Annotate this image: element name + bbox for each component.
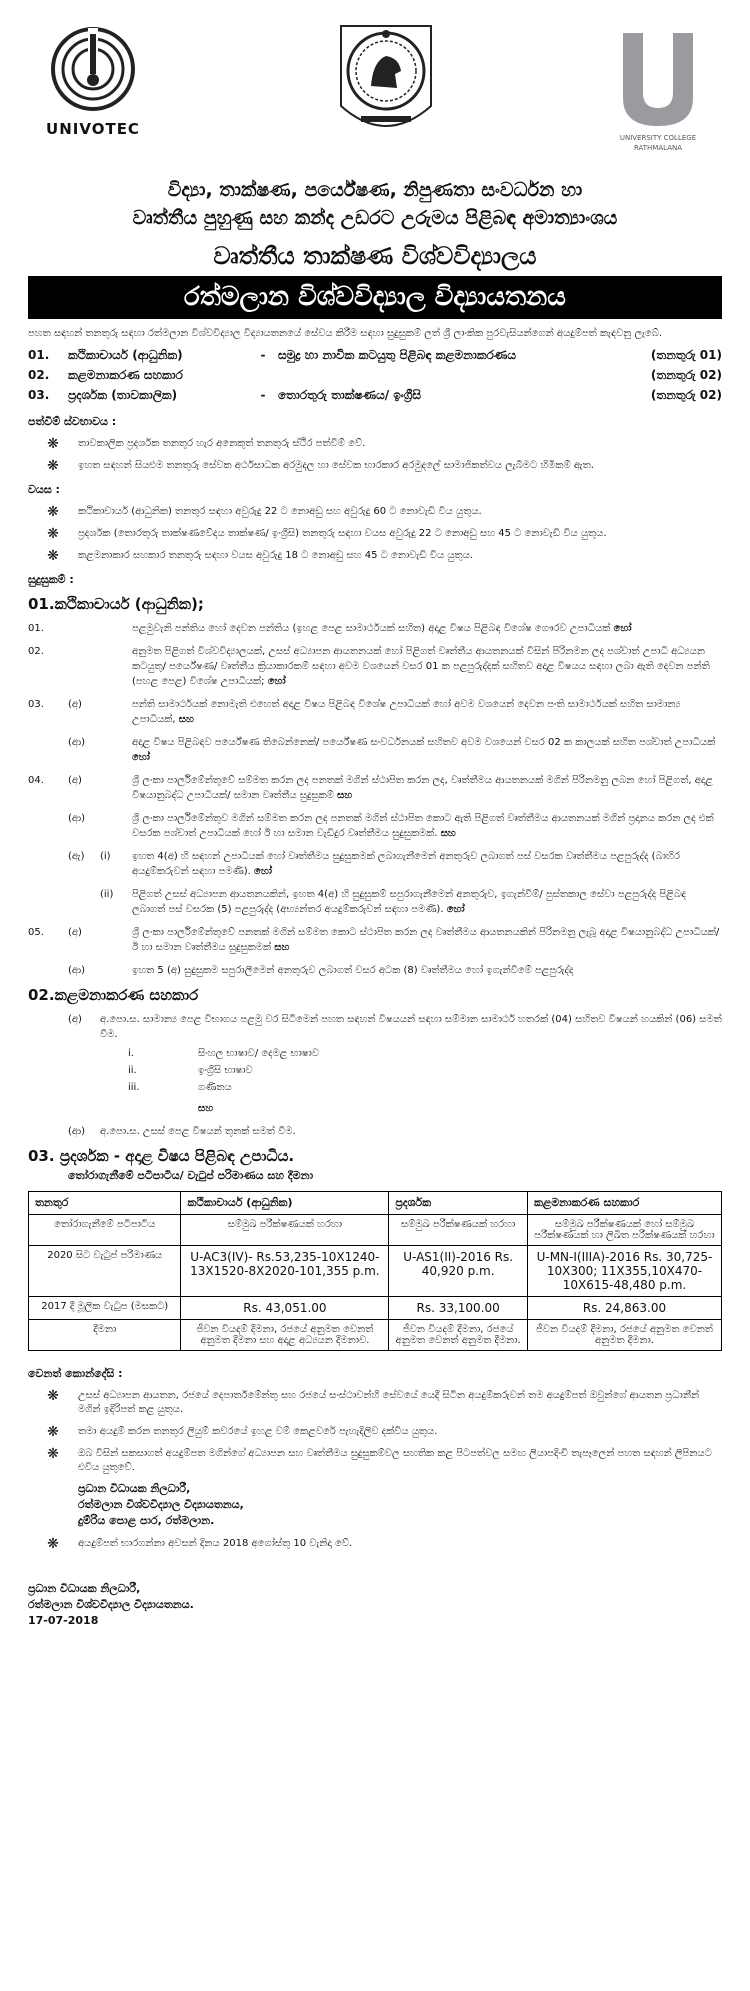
intro-text: පහත සඳහන් තනතුරු සඳහා රත්මලාන විශ්වවිද්‍යාල විද්‍යායතනයේ සේවය කිරීම සඳහා සුදුසුකම් ලත් ශ්‍රී ලාංකික පුරවැසියන්ගෙන් අයදුම්පත් කැඳවනු ලැබේ. <box>28 328 663 339</box>
nature-heading: පත්වීම් ස්වභාවය : <box>28 415 117 428</box>
star-bullet-icon: ❋ <box>47 458 59 474</box>
age-item: ❋ කථිකාචාර්ය (ආධුනික) තනතුර සඳහා අවුරුදු 22 ට නොඅඩු සහ අවුරුදු 60 ට නොවැඩි විය යුතුය. <box>28 505 722 519</box>
qualification-row: (ii) පිළිගත් උසස් අධ්‍යාපන ආයතනයකින්, ඉහත 4(අ) හි සුදුසුකම් සපුරාගැනීමෙන් අනතුරුව, ඉගැන්වීම්/ පුස්තකාල සේවා පළපුරුද්ද පිළිබඳ ලබාගත් පස් වසරක (5) පළපුරුද්ද (අභ්‍යන්තර අයදුම්කරුවන් සඳහා පමණි). හෝ <box>100 889 687 915</box>
ministry-title <box>28 176 722 232</box>
table-header-row: තනතුර කථිකාචාර්ය (ආධුනික) ප්‍රදර්ශක කළමනාකරණ සහකාර <box>29 1192 722 1215</box>
univotec-logo <box>38 24 148 138</box>
demonstrator-heading: 03. ප්‍රදර්ශක - අදාළ විෂය පිළිබඳ උපාධිය. <box>28 1147 295 1165</box>
age-item: ❋ කළමනාකාර සහකාර තනතුරු සඳහා වයස අවුරුදු 18 ට නොඅඩු සහ 45 ට නොවැඩි විය යුතුය. <box>28 549 722 563</box>
university-college-u-icon <box>618 28 698 128</box>
condition-item: ❋ ඔබ විසින් සකසාගත් අයදුම්පත මගින්ගේ අධ්‍යාපන සහ වෘත්තීමය සුදුසුකම්වල සහතික කළ පිටපත්වල සමඟ ලියාපදිංචි තැපෑලෙන් පහත සඳහන් ලිපිනයට එවිය යුතුවේ. <box>28 1447 722 1475</box>
star-bullet-icon: ❋ <box>47 526 59 542</box>
college-banner: රත්මලාන විශ්වවිද්‍යාල විද්‍යායතනය <box>28 276 722 319</box>
qualification-row: (අ) අ.පො.ස. සාමාන්‍ය පෙළ විභාගය පළමු වර සිටීමෙන් පහත සඳහන් විෂයයන් සඳහා සම්මාන සාමාර්ථ හතරක් (04) සහිතව විෂයන් හයකින් (06) සමත් වීම. <box>68 1014 722 1040</box>
subject-item: i. සිංහල භාෂාව/ දෙමළ භාෂාව <box>128 1048 320 1059</box>
qualification-row: (ආ) අදාළ විෂය පිළිබඳව පර්යේෂණ තිබෙන්නෙක්/ පර්යේෂණ සංවර්ධනයක් සහිතව අවම වශයෙන් වසර 02 ක කාලයක් සහිත පශ්චාත් උපාධියක් හෝ <box>68 737 716 763</box>
qualification-row: 02. අනුමත පිළිගත් විශ්වවිද්‍යාලයක්, උසස් අධ්‍යාපන ආයතනයක් හෝ පිළිගත් වෘත්තීය ආයතනයක් විසින් පිරිනමන ලද පශ්චාත් උපාධි අධ්‍යයන කටයුතු/ පර්යේෂණ/ වෘත්තීය ක්‍රියාකාරකම් සඳහා අවම වශයෙන් වසර 01 ක පළපුරුද්දක් සහිතව අදාළ විෂයය සඳහා ලබා ඇති දෙවන පන්ති (පහළ පෙළ) විශේෂ උපාධියක්; හෝ <box>28 646 710 687</box>
post-vacancies: (තනතුරු 02) <box>650 368 722 382</box>
qualification-row: 03. (අ) පන්ති සාමාර්ථයක් නොමැති එහෙත් අදාළ විෂය පිළිබඳ විශේෂ උපාධියක් හෝ අවම වශයෙන් දෙවන පංති සාමාර්ථයක් සහිත සාමාන්‍ය උපාධියක්, සහ <box>28 699 681 725</box>
logo-row <box>28 16 722 168</box>
univotec-emblem-icon <box>48 24 138 114</box>
post-dash: - <box>260 348 266 362</box>
university-title: වෘත්තීය තාක්ෂණ විශ්වවිද්‍යාලය <box>213 242 537 270</box>
qualification-row: 05. (අ) ශ්‍රී ලංකා පාර්ලිමේන්තුවේ පනතක් මගින් සම්මත කොට ස්ථාපිත කරන ලද වෘත්තීමය ආයතනයකින් පිරිනමනු ලැබූ අදාළ විෂයානුබද්ධ උපාධියක්/ ඊ හා සමාන වෘත්තීමය සුදුසුකමක් සහ <box>28 927 720 953</box>
table-row: 2017 දී මූලික වැටුප (මසකට) Rs. 43,051.00 Rs. 33,100.00 Rs. 24,863.00 <box>29 1297 722 1320</box>
signature-date: 17-07-2018 <box>28 1614 99 1627</box>
nature-item: ❋ තාවකාලික ප්‍රදර්ශක තනතුර හැර අනෙකුත් තනතුරු ස්ථිර පත්වීම් වේ. <box>28 437 722 451</box>
post-vacancies: (තනතුරු 02) <box>650 388 722 402</box>
lecturer-section-heading: 01.කථිකාචාර්ය (ආධුනික); <box>28 595 204 613</box>
table-row: දීමනා ජීවන වියදම් දීමනා, රජයේ අනුමත වෙනත් අනුමත දීමනා සහ අදාළ අධ්‍යයන දීමනාව. ජීවන වියදම් දීමනා, රජයේ අනුමත වෙනත් අනුමත දීමනා. ජීවන වියදම් දීමනා, රජයේ අනුමත වෙනත් අනුමත දීමනා. <box>29 1320 722 1351</box>
post-number: 02. <box>28 368 50 382</box>
university-college-sublabel: RATHMALANA <box>633 144 683 152</box>
sri-lanka-emblem-icon <box>331 16 441 146</box>
posts-list <box>28 345 722 405</box>
post-name: කළමනාකරණ සහකාර <box>68 368 183 382</box>
qualification-row: (ආ) ඉහත 5 (අ) සුදුසුකම සපුරාලීමෙන් අනතුරුව ලබාගත් වසර අටක (8) වෘත්තීමය හෝ ඉගැන්වීමේ පළපුරුද්ද <box>68 965 574 976</box>
nature-item: ❋ ඉහත සඳහන් සියළුම තනතුරු සේවක අර්ථසාධක අරමුදල හා සේවක භාරකාර අරමුදලේ සාමාජිකත්වය ලැබීමට හිමිකම් ඇත. <box>28 459 722 473</box>
subject-item: iii. ගණිතය <box>128 1082 232 1093</box>
age-heading: වයස : <box>28 483 60 496</box>
subject-item: ii. ඉංග්‍රීසි භාෂාව <box>128 1065 253 1076</box>
qualifications-heading: සුදුසුකම් : <box>28 573 74 586</box>
signature-block: ප්‍රධාන විධායක නිලධාරී, රත්මලාන විශ්වවිද්‍යාල විද්‍යායතනය. 17-07-2018 <box>28 1581 722 1629</box>
qualification-row: 04. (අ) ශ්‍රී ලංකා පාර්ලිමේන්තුවේ සම්මත කරන ලද පනතක් මගින් ස්ථාපිත කරන ලද, වෘත්තීමය ආයතනයක් මගින් පිරිනමනු ලබන හෝ පිළිගත්, අදාළ විෂයානුබද්ධ උපාධියක්/ සමාන වෘත්තීය සුදුසුකම් සහ <box>28 775 713 801</box>
qualification-row: (ආ) ශ්‍රී ලංකා පාර්ලිමේන්තුව මගින් සම්මත කරන ලද පනතක් මගින් ස්ථාපිත කොට ඇති පිළිගත් වෘත්තීමය ආයතනයක් මගින් ප්‍රදානය කරන ලද එක් වසරක පශ්චාත් උපාධියක් හෝ ඊ හා සමාන වැඩිදුර වෘත්තීමය සුදුසුකමක්. සහ <box>68 813 714 839</box>
qualification-row: (ආ) අ.පො.ස. උසස් පෙළ විෂයන් තුනක් සමත් වීම. <box>68 1126 296 1137</box>
post-number: 01. <box>28 348 50 362</box>
national-emblem <box>331 16 441 146</box>
condition-item: ❋ උසස් අධ්‍යාපන ආයතන, රජයේ දෙපාර්තමේන්තු සහ රජයේ සංස්ථාවන්හි සේවයේ යෙදී සිටින අයදුම්කරුවන් තම අයදුම්පත් ඔවුන්ගේ ආයතන ප්‍රධානීන් මගින් ඉදිරිපත් කළ යුතුය. <box>28 1389 722 1417</box>
table-row: තෝරාගැනීමේ පටිපාටිය සම්මුඛ පරීක්ෂණයක් හරහා සම්මුඛ පරීක්ෂණයක් හරහා සම්මුඛ පරීක්ෂණයක් හෝ සම්මුඛ පරීක්ෂණයක් හා ලිඛිත පරීක්ෂණයක් හරහා <box>29 1215 722 1246</box>
university-college-logo <box>608 28 708 152</box>
univotec-label: UNIVOTEC <box>46 120 140 138</box>
post-name: ප්‍රදර්ශක (තාවකාලික) <box>68 388 178 402</box>
post-item <box>28 385 722 405</box>
advertisement-page <box>28 16 722 1629</box>
salary-table <box>28 1191 722 1351</box>
post-dash <box>248 365 278 385</box>
university-college-label: UNIVERSITY COLLEGE <box>619 134 697 142</box>
ministry-line-1: විද්‍යා, තාක්ෂණ, පර්යේෂණ, නිපුණතා සංවර්ධන හා <box>167 179 583 201</box>
postal-address: ප්‍රධාන විධායක නිලධාරී, රත්මලාන විශ්වවිද්‍යාල විද්‍යායතනය, දුම්රිය පොළ පාර, රත්මලාන. <box>78 1482 244 1527</box>
closing-date-item: ❋ අයදුම්පත් භාරගන්නා අවසන් දිනය 2018 අගෝස්තු 10 වැනිදා වේ. <box>28 1537 722 1551</box>
qualification-row: (ඇ) (i) ඉහත 4(අ) හි සඳහන් උපාධියක් හෝ වෘත්තීමය සුදුසුකමක් ලබාගැනීමෙන් අනතුරුව ලබාගත් පස් වසරක වෘත්තීමය පළපුරුද්ද (බාහිර අයදුම්කරුවන් සඳහා පමණි). හෝ <box>68 851 680 877</box>
lecturer-qualifications <box>28 621 722 978</box>
post-vacancies: (තනතුරු 01) <box>650 348 722 362</box>
star-bullet-icon: ❋ <box>47 504 59 520</box>
table-caption: තෝරාගැනීමේ පටිපාටිය/ වැටුප් පරිමාණය සහ දීමනා <box>68 1169 314 1182</box>
post-department: තොරතුරු තාක්ෂණය/ ඉංග්‍රීසි <box>278 388 422 402</box>
star-bullet-icon: ❋ <box>47 1424 59 1440</box>
post-name: කථිකාචාර්ය (ආධුනික) <box>68 348 183 362</box>
post-department: සමුද්‍ර හා නාවික කටයුතු පිළිබඳ කළමනාකරණය <box>278 348 516 362</box>
management-assistant-heading: 02.කළමනාකරණ සහකාර <box>28 986 199 1004</box>
table-row: 2020 සිට වැටුප් පරිමාණය U-AC3(IV)- Rs.53,235-10X1240-13X1520-8X2020-101,355 p.m. U-AS1(II)-2016 Rs. 40,920 p.m. U-MN-I(IIIA)-2016 Rs. 30,725-10X300; 11X355,10X470-10X615-48,480 p.m. <box>29 1246 722 1297</box>
star-bullet-icon: ❋ <box>47 1536 59 1552</box>
ministry-line-2: වෘත්තීය පුහුණු සහ කන්ද උඩරට උරුමය පිළිබඳ අමාත්‍යාංශය <box>132 207 618 229</box>
qualification-row: 01. පළමුවැනි පන්තිය හෝ දෙවන පන්තිය (ඉහළ පෙළ සාමාර්ථයක් සහිත) අදාළ විෂය පිළිබඳ විශේෂ ගෞරව උපාධියක් හෝ <box>28 623 632 634</box>
star-bullet-icon: ❋ <box>47 1388 59 1404</box>
post-number: 03. <box>28 388 50 402</box>
star-bullet-icon: ❋ <box>47 436 59 452</box>
post-item <box>28 345 722 365</box>
condition-item: ❋ තමා අයදුම් කරන තනතුර ලියුම් කවරයේ ඉහළ වම් කෙළවරේ පැහැදිලිව දක්විය යුතුය. <box>28 1425 722 1439</box>
post-item <box>28 365 722 385</box>
star-bullet-icon: ❋ <box>47 548 59 564</box>
post-dash: - <box>260 388 266 402</box>
post-department <box>278 365 632 385</box>
other-conditions-heading: වෙනත් කොන්දේසි : <box>28 1367 123 1380</box>
conjunction-line: සහ <box>198 1103 214 1114</box>
age-item: ❋ ප්‍රදර්ශක (තොරතුරු තාක්ෂණවේදය තාක්ෂණ/ ඉංග්‍රීසි) තනතුරු සඳහා වයස අවුරුදු 22 ට නොඅඩු සහ 45 ට නොවැඩි විය යුතුය. <box>28 527 722 541</box>
star-bullet-icon: ❋ <box>47 1446 59 1462</box>
